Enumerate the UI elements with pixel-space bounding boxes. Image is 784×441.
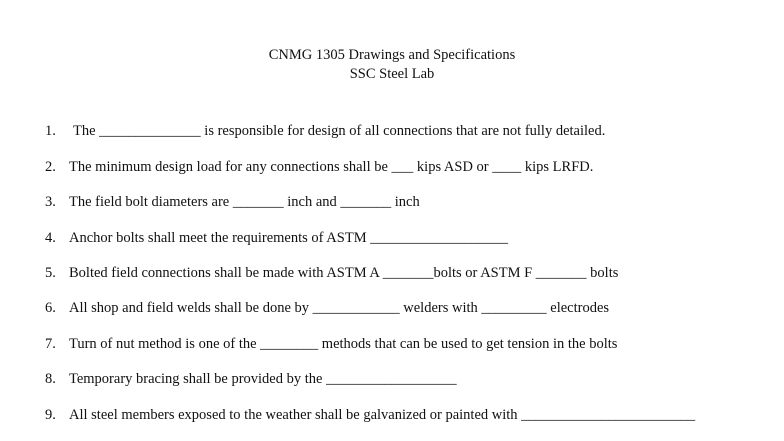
question-number: 6. [45,300,56,316]
lab-title: SSC Steel Lab [349,66,435,82]
course-title: CNMG 1305 Drawings and Specifications [268,47,516,63]
question-number: 1. [45,123,56,139]
question-item [0,334,784,354]
question-item [0,121,784,141]
question-number: 5. [45,265,56,281]
question-item [0,228,784,248]
question-text: Bolted field connections shall be made with ASTM A _______bolts or ASTM F _______ bolts [69,265,619,281]
question-number: 3. [45,194,56,210]
question-item [0,298,784,318]
question-text: Temporary bracing shall be provided by the __________________ [69,371,457,387]
question-text: The ______________ is responsible for design of all connections that are not fully detailed. [73,123,606,139]
question-text: Turn of nut method is one of the ________ methods that can be used to get tension in the bolts [69,336,618,352]
question-item [0,369,784,389]
question-number: 9. [45,407,56,423]
question-number: 7. [45,336,56,352]
question-item [0,263,784,283]
question-text: All shop and field welds shall be done by ____________ welders with _________ electrodes [69,300,610,316]
question-number: 4. [45,230,56,246]
question-number: 2. [45,159,56,175]
question-text: All steel members exposed to the weather shall be galvanized or painted with ________________________ [69,407,696,423]
question-item [0,157,784,177]
question-text: The minimum design load for any connections shall be ___ kips ASD or ____ kips LRFD. [69,159,594,175]
question-text: Anchor bolts shall meet the requirements of ASTM ___________________ [69,230,508,246]
question-item [0,405,784,425]
question-text: The field bolt diameters are _______ inch and _______ inch [69,194,420,210]
question-number: 8. [45,371,56,387]
question-item [0,192,784,212]
